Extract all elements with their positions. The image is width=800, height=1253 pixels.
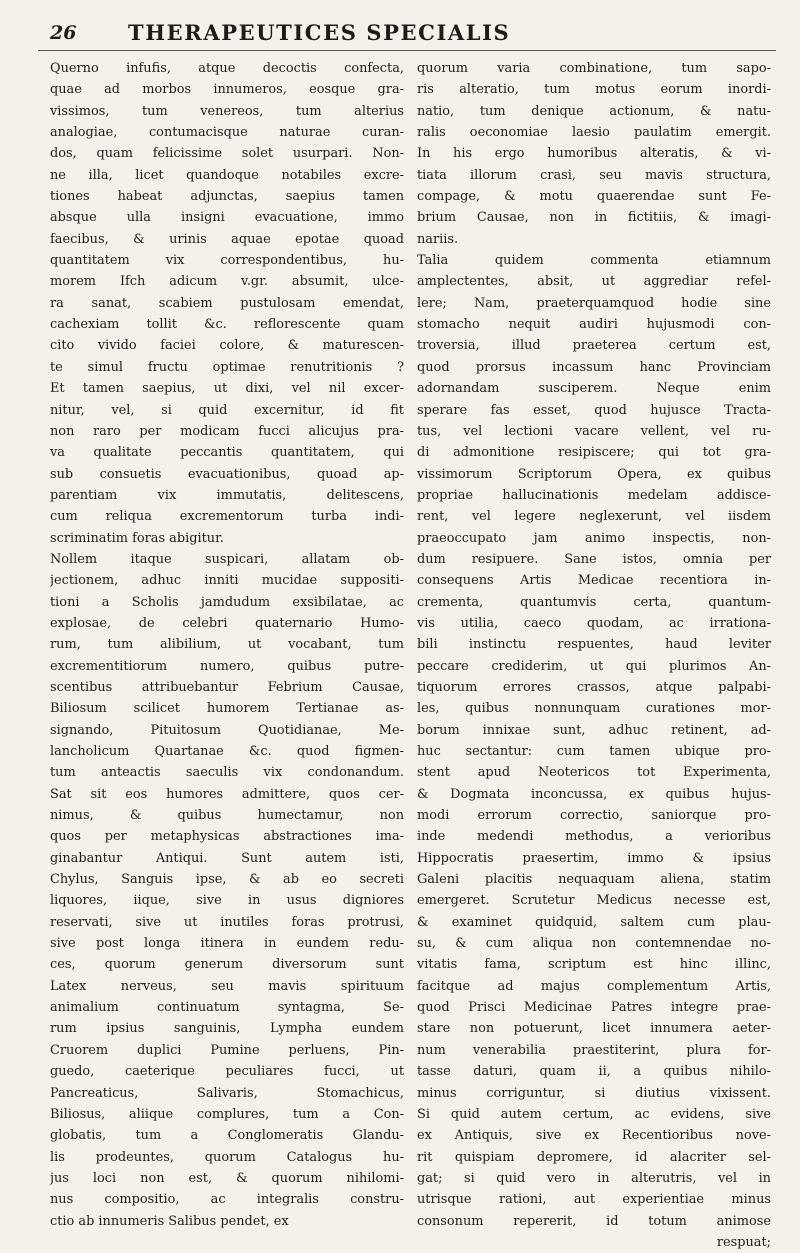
right-column-line: tiquorum errores crassos, atque palpabi- [417, 679, 771, 695]
left-column-line: Querno infufis, atque decoctis confecta, [50, 61, 404, 76]
right-column-line: brium Causae, non in fictitiis, & imagi- [417, 210, 771, 226]
right-column-line: ex Antiquis, sive ex Recentioribus nove- [417, 1128, 771, 1144]
right-column-line: gat; si quid vero in alterutris, vel in [417, 1170, 771, 1186]
left-column-line: explosae, de celebri quaternario Humo- [50, 615, 404, 631]
running-head: THERAPEUTICES SPECIALIS [128, 20, 511, 45]
left-column-line: parentiam vix immutatis, delitescens, [50, 487, 404, 503]
left-column-line: Et tamen saepius, ut dixi, vel nil excer- [50, 381, 404, 397]
left-column-line: ces, quorum generum diversorum sunt [50, 957, 404, 973]
left-column-line: tioni a Scholis jamdudum exsibilatae, ac [50, 594, 404, 610]
left-column-line: tum anteactis saeculis vix condonandum. [50, 765, 404, 781]
left-column-line: nimus, & quibus humectamur, non [50, 808, 404, 824]
left-column-line: quos per metaphysicas abstractiones ima- [50, 829, 404, 845]
right-column-line: crementa, quantumvis certa, quantum- [417, 594, 771, 610]
right-column-line: bili instinctu respuentes, haud leviter [417, 637, 771, 653]
left-text-column [50, 58, 404, 1232]
right-column-line: lere; Nam, praeterquamquod hodie sine [417, 295, 771, 311]
left-column-line: jectionem, adhuc inniti mucidae suppositi- [50, 573, 404, 589]
right-column-line: nariis. [417, 231, 459, 247]
left-column-line: nus compositio, ac integralis constru- [50, 1192, 404, 1208]
left-column-line: absque ulla insigni evacuatione, immo [50, 210, 404, 226]
right-column-line: ris alteratio, tum motus eorum inordi- [417, 82, 771, 98]
left-column-line: sive post longa itinera in eundem redu- [50, 936, 404, 952]
right-column-line: stare non potuerunt, licet innumera aeter- [417, 1021, 771, 1037]
right-text-column [417, 58, 771, 1253]
left-column-line: faecibus, & urinis aquae epotae quoad [50, 231, 404, 247]
right-column-line: borum innixae sunt, adhuc retinent, ad- [417, 722, 771, 738]
left-column-line: Sat sit eos humores admittere, quos cer- [50, 786, 404, 802]
left-column-line: jus loci non est, & quorum nihilomi- [50, 1170, 404, 1186]
left-column-line: analogiae, contumacisque naturae curan- [50, 125, 404, 141]
right-column-line: dum resipuere. Sane istos, omnia per [417, 551, 771, 567]
left-column-line: scriminatim foras abigitur. [50, 530, 224, 546]
right-column-line: amplectentes, absit, ut aggrediar refel- [417, 274, 771, 290]
right-column-line: vitatis fama, scriptum est hinc illinc, [417, 957, 771, 973]
right-column-line: quod prorsus incassum hanc Provinciam [417, 359, 771, 375]
left-column-line: va qualitate peccantis quantitatem, qui [50, 445, 404, 461]
page-number: 26 [50, 22, 77, 44]
right-column-line: troversia, illud praeterea certum est, [417, 338, 771, 354]
left-column-line: tiones habeat adjunctas, saepius tamen [50, 189, 404, 205]
left-column-line: ra sanat, scabiem pustulosam emendat, [50, 295, 404, 311]
right-column-line: vis utilia, caeco quodam, ac irrationa- [417, 615, 771, 631]
right-column-line: Talia quidem commenta etiamnum [417, 253, 771, 269]
right-column-line: emergeret. Scrutetur Medicus necesse est, [417, 893, 771, 909]
left-column-line: vissimos, tum venereos, tum alterius [50, 103, 404, 119]
left-column-line: sub consuetis evacuationibus, quoad ap- [50, 466, 404, 482]
left-column-line: cum reliqua excrementorum turba indi- [50, 509, 404, 525]
left-column-line: Cruorem duplici Pumine perluens, Pin- [50, 1042, 404, 1058]
left-column-line: ne illa, licet quandoque notabiles excre- [50, 167, 404, 183]
page-header [38, 6, 776, 51]
right-column-line: consequens Artis Medicae recentiora in- [417, 573, 771, 589]
right-column-line: respuat; [716, 1234, 771, 1250]
left-column-line: quae ad morbos innumeros, eosque gra- [50, 82, 404, 98]
right-column-line: & Dogmata inconcussa, ex quibus hujus- [417, 786, 771, 802]
right-column-line: peccare crediderim, ut qui plurimos An- [417, 658, 771, 674]
right-column-line: tiata illorum crasi, seu mavis structura, [417, 167, 771, 183]
left-column-line: dos, quam felicissime solet usurpari. Non- [50, 146, 404, 162]
right-column-line: rit quispiam depromere, id alacriter sel- [417, 1149, 771, 1165]
right-column-line: su, & cum aliqua non contemnendae no- [417, 936, 771, 952]
right-column-line: Galeni placitis nequaquam aliena, statim [417, 872, 771, 888]
left-column-line: non raro per modicam fucci alicujus pra- [50, 423, 404, 439]
right-column-line: utrisque rationi, aut experientiae minus [417, 1192, 771, 1208]
right-column-line: inde medendi methodus, a verioribus [417, 829, 771, 845]
right-column-line: minus corriguntur, si diutius vixissent. [417, 1085, 771, 1101]
left-column-line: rum, tum alibilium, ut vocabant, tum [50, 637, 404, 653]
right-column-line: & examinet quidquid, saltem cum plau- [417, 914, 771, 930]
left-column-line: liquores, iique, sive in usus digniores [50, 893, 404, 909]
right-column-line: num venerabilia praestiterint, plura for- [417, 1042, 771, 1058]
left-column-line: reservati, sive ut inutiles foras protrusi, [50, 914, 404, 930]
left-column-line: Nollem itaque suspicari, allatam ob- [50, 551, 404, 567]
left-column-line: guedo, caeterique peculiares fucci, ut [50, 1064, 404, 1080]
right-column-line: adornandam susciperem. Neque enim [417, 381, 771, 397]
left-column-line: lis prodeuntes, quorum Catalogus hu- [50, 1149, 404, 1165]
left-column-line: cito vivido faciei colore, & maturescen- [50, 338, 404, 354]
right-column-line: modi errorum correctio, saniorque pro- [417, 808, 771, 824]
left-column-line: Pancreaticus, Salivaris, Stomachicus, [50, 1085, 404, 1101]
right-column-line: Hippocratis praesertim, immo & ipsius [417, 850, 771, 866]
right-column-line: sperare fas esset, quod hujusce Tracta- [417, 402, 771, 418]
left-column-line: rum ipsius sanguinis, Lympha eundem [50, 1021, 404, 1037]
right-column-line: praeoccupato jam animo inspectis, non- [417, 530, 771, 546]
left-column-line: cachexiam tollit &c. reflorescente quam [50, 317, 404, 333]
right-column-line: tus, vel lectioni vacare vellent, vel ru- [417, 423, 771, 439]
left-column-line: lancholicum Quartanae &c. quod figmen- [50, 744, 404, 759]
right-column-line: stomacho nequit audiri hujusmodi con- [417, 317, 771, 333]
left-column-line: globatis, tum a Conglomeratis Glandu- [50, 1128, 404, 1144]
right-column-line: ralis oeconomiae laesio paulatim emergit. [417, 125, 771, 141]
left-column-line: excrementitiorum numero, quibus putre- [50, 658, 404, 674]
left-column-line: te simul fructu optimae renutritionis ? [50, 359, 404, 375]
left-column-line: Chylus, Sanguis ipse, & ab eo secreti [50, 872, 404, 888]
left-column-line: ctio ab innumeris Salibus pendet, ex [50, 1213, 289, 1229]
right-column-line: quod Prisci Medicinae Patres integre prae- [417, 1000, 771, 1016]
right-column-line: stent apud Neotericos tot Experimenta, [417, 765, 771, 781]
left-column-line: scentibus attribuebantur Febrium Causae, [50, 679, 404, 695]
left-column-line: morem Ifch adicum v.gr. absumit, ulce- [50, 274, 404, 290]
left-column-line: Biliosum scilicet humorem Tertianae as- [50, 701, 404, 717]
right-column-line: In his ergo humoribus alteratis, & vi- [417, 146, 771, 162]
left-column-line: Latex nerveus, seu mavis spirituum [50, 978, 404, 994]
right-column-line: consonum repererit, id totum animose [417, 1213, 771, 1229]
left-column-line: signando, Pituitosum Quotidianae, Me- [50, 722, 404, 738]
right-column-line: compage, & motu quaerendae sunt Fe- [417, 189, 771, 205]
right-column-line: rent, vel legere neglexerunt, vel iisdem [417, 509, 771, 525]
right-column-line: facitque ad majus complementum Artis, [417, 978, 771, 994]
right-column-line: les, quibus nonnunquam curationes mor- [417, 701, 771, 717]
left-column-line: animalium continuatum syntagma, Se- [50, 1000, 404, 1016]
right-column-line: natio, tum denique actionum, & natu- [417, 103, 771, 119]
right-column-line: propriae hallucinationis medelam addisce- [417, 487, 771, 503]
right-column-line: huc sectantur: cum tamen ubique pro- [417, 744, 771, 759]
right-column-line: quorum varia combinatione, tum sapo- [417, 61, 771, 76]
left-column-line: quantitatem vix correspondentibus, hu- [50, 253, 404, 269]
left-column-line: nitur, vel, si quid excernitur, id fit [50, 402, 404, 418]
right-column-line: vissimorum Scriptorum Opera, ex quibus [417, 466, 771, 482]
left-column-line: ginabantur Antiqui. Sunt autem isti, [50, 850, 404, 866]
right-column-line: tasse daturi, quam ii, a quibus nihilo- [417, 1064, 771, 1080]
right-column-line: Si quid autem certum, ac evidens, sive [417, 1106, 771, 1122]
right-column-line: di admonitione resipiscere; qui tot gra- [417, 445, 771, 461]
left-column-line: Biliosus, aliique complures, tum a Con- [50, 1106, 404, 1122]
